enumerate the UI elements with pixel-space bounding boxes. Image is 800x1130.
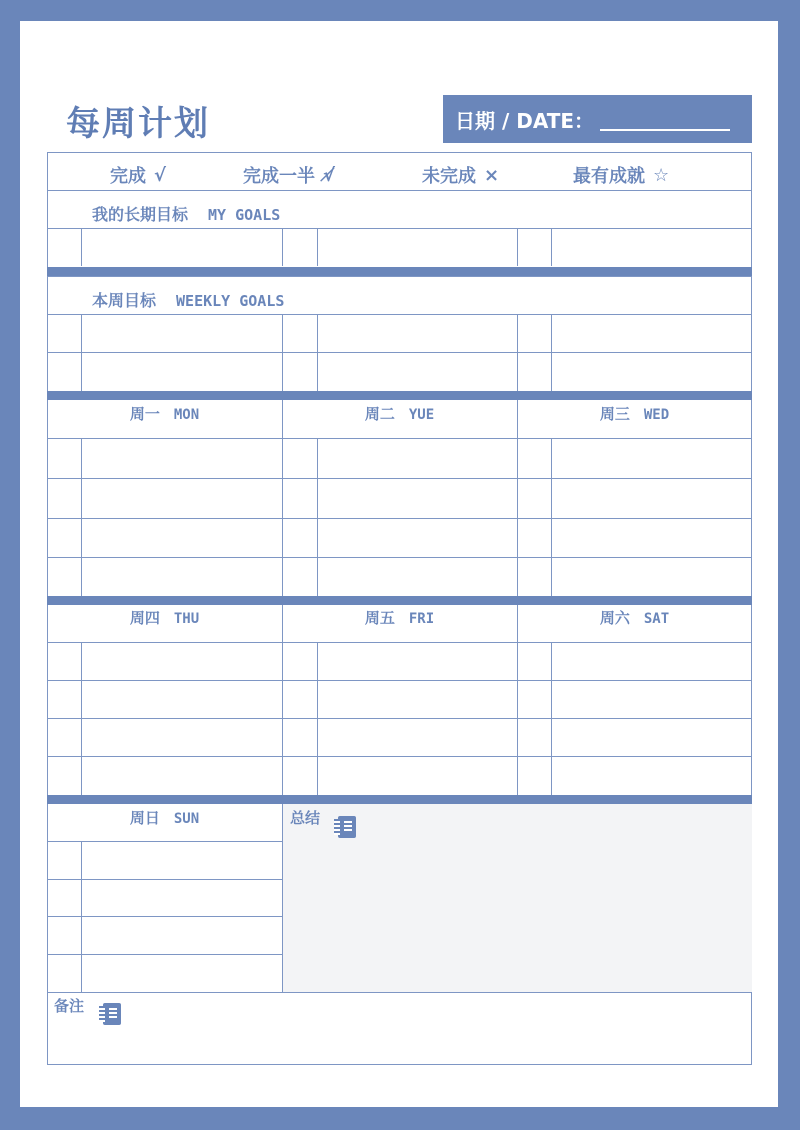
divider [47, 190, 752, 191]
long-goals-label: 我的长期目标 MY GOALS [92, 205, 281, 224]
date-field[interactable] [443, 95, 752, 143]
notebook-icon [103, 1003, 121, 1025]
day-label-wed: 周三 WED [599, 405, 670, 423]
day-label-thu: 周四 THU [129, 609, 200, 627]
day-label-fri: 周五 FRI [364, 609, 435, 627]
legend-not-done: 未完成 × [422, 164, 500, 187]
section-band [47, 596, 752, 605]
weekly-goals-label: 本周目标 WEEKLY GOALS [92, 291, 285, 310]
divider [47, 228, 752, 229]
notes-label: 备注 [54, 997, 85, 1015]
date-input-line[interactable] [600, 107, 730, 131]
day-label-sat: 周六 SAT [599, 609, 670, 627]
day-label-mon: 周一 MON [129, 405, 200, 423]
cross-icon: × [484, 164, 500, 186]
legend-done: 完成 √ [110, 164, 167, 187]
page-title: 每周计划 [66, 104, 210, 144]
day-label-tue: 周二 YUE [364, 405, 435, 423]
legend-achievement: 最有成就 ☆ [573, 164, 670, 187]
legend-half-done: 完成一半 √̸ [243, 164, 336, 187]
date-label: 日期 / DATE： [455, 108, 595, 133]
section-band [47, 391, 752, 400]
section-band [47, 795, 752, 804]
check-icon: √ [154, 164, 167, 186]
half-check-icon: √̸ [323, 164, 336, 186]
summary-label: 总结 [290, 809, 321, 827]
section-band [47, 267, 752, 276]
star-icon: ☆ [653, 164, 670, 186]
notebook-icon [338, 816, 356, 838]
day-label-sun: 周日 SUN [129, 809, 200, 827]
